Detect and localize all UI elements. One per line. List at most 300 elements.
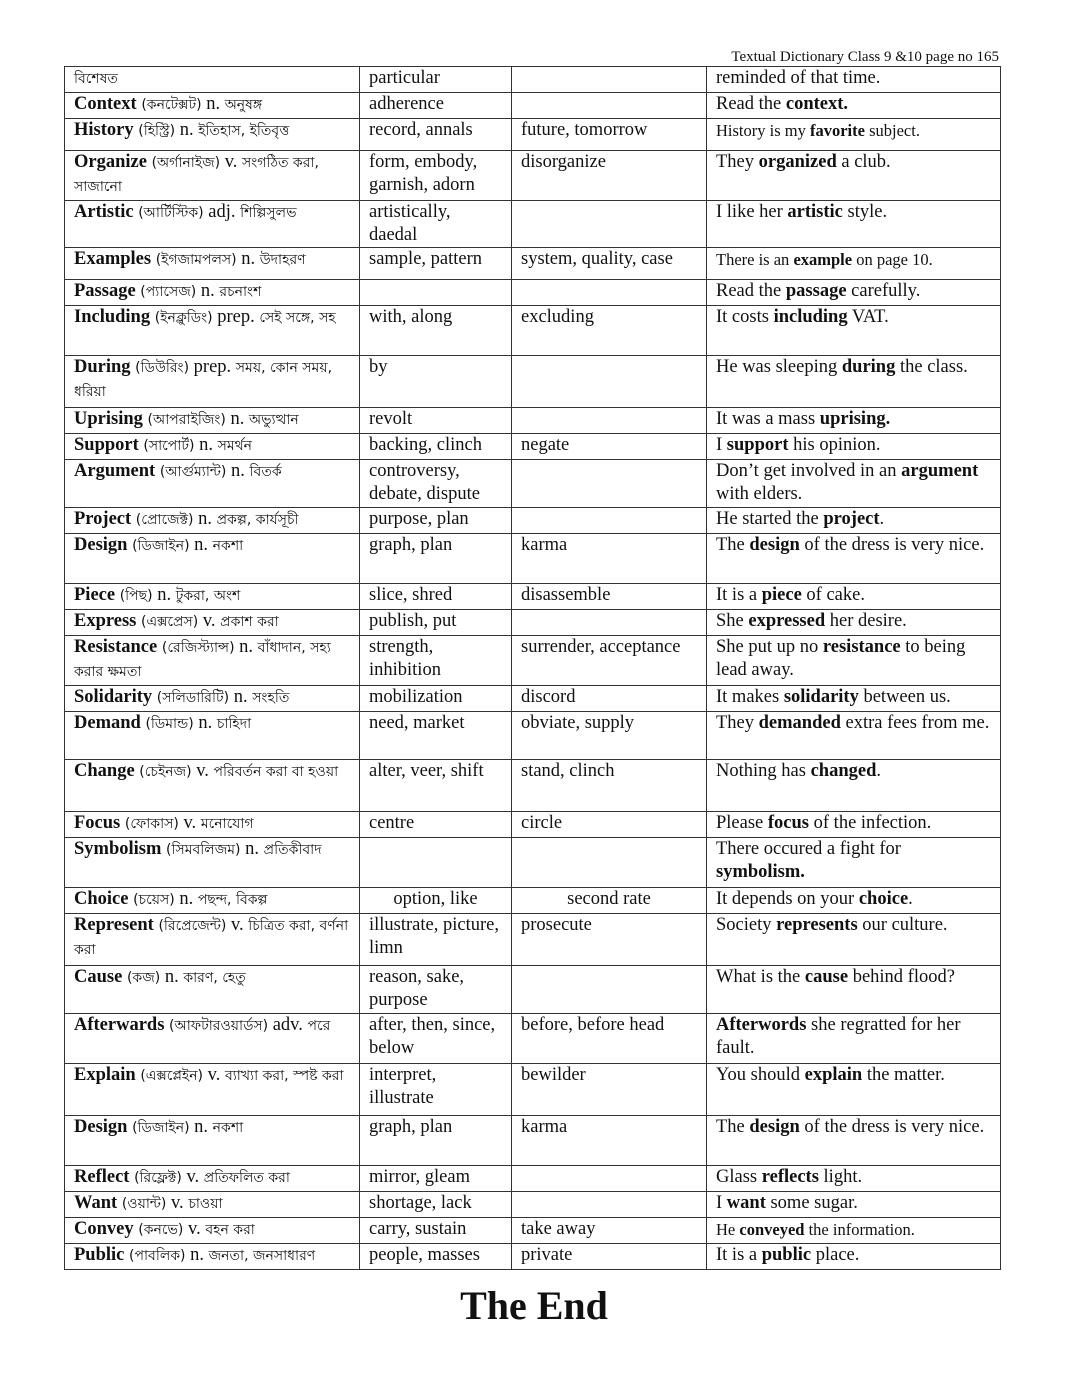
synonyms: slice, shred — [369, 585, 453, 605]
headword: Reflect — [74, 1167, 130, 1187]
sentence-cell — [707, 119, 1001, 151]
part-of-speech: n. — [190, 1245, 205, 1265]
bangla-pronunciation: (রেজিস্ট্যান্স) — [161, 640, 235, 656]
sentence-cell — [707, 248, 1001, 280]
word-cell — [65, 712, 360, 760]
sentence-keyword: project — [823, 509, 880, 529]
table-row — [65, 914, 1001, 966]
word-cell — [65, 1244, 360, 1270]
synonyms-cell — [360, 584, 512, 610]
antonyms-cell — [512, 1064, 707, 1116]
sentence-cell — [707, 508, 1001, 534]
antonyms: karma — [521, 535, 568, 555]
synonyms-cell — [360, 119, 512, 151]
bangla-pronunciation: (আর্গুম্যান্ট) — [159, 464, 227, 480]
bangla-pronunciation: (এক্সপ্লেইন) — [140, 1068, 204, 1084]
sentence-text: reminded of that time. — [716, 68, 881, 88]
sentence-text: our culture. — [857, 915, 948, 935]
antonyms-cell — [512, 914, 707, 966]
bangla-meaning: সংগঠিত করা, সাজানো — [74, 155, 319, 195]
sentence-keyword: public — [761, 1245, 812, 1265]
antonyms: private — [521, 1245, 573, 1265]
sentence-text: It was a mass — [716, 409, 820, 429]
bangla-meaning: প্রকল্প, কার্যসূচী — [216, 512, 299, 528]
part-of-speech: v. — [188, 1219, 201, 1239]
table-row — [65, 610, 1001, 636]
sentence-text: There is an — [716, 250, 794, 269]
word-cell — [65, 248, 360, 280]
bangla-meaning: নকশা — [212, 538, 244, 554]
synonyms: alter, veer, shift — [369, 761, 484, 781]
bangla-pronunciation: (হিস্ট্রি) — [138, 123, 176, 139]
antonyms-cell — [512, 966, 707, 1014]
synonyms-cell — [360, 356, 512, 408]
bangla-meaning: অনুষঙ্গ — [224, 97, 263, 113]
sentence-cell — [707, 534, 1001, 584]
synonyms: need, market — [369, 713, 465, 733]
synonyms-cell — [360, 434, 512, 460]
synonyms-cell — [360, 1014, 512, 1064]
sentence-text: Please — [716, 813, 768, 833]
bangla-pronunciation: (অর্গানাইজ) — [151, 155, 221, 171]
bangla-pronunciation: (পিছ) — [119, 588, 153, 604]
antonyms-cell — [512, 93, 707, 119]
table-row — [65, 67, 1001, 93]
headword: Design — [74, 1117, 128, 1137]
bangla-pronunciation: (আফটারওয়ার্ডস) — [169, 1018, 269, 1034]
bangla-meaning: প্রতিকীবাদ — [263, 842, 322, 858]
synonyms: carry, sustain — [369, 1219, 467, 1239]
headword: Public — [74, 1245, 125, 1265]
sentence-keyword: conveyed — [739, 1220, 805, 1239]
table-row — [65, 508, 1001, 534]
synonyms-cell — [360, 636, 512, 686]
headword: Afterwards — [74, 1015, 165, 1035]
word-cell — [65, 686, 360, 712]
table-row — [65, 408, 1001, 434]
bangla-meaning: সংহতি — [252, 690, 290, 706]
sentence-text: He was sleeping — [716, 357, 842, 377]
sentence-text: VAT. — [847, 307, 889, 327]
synonyms-cell — [360, 248, 512, 280]
sentence-text: with elders. — [716, 484, 803, 504]
word-cell — [65, 201, 360, 248]
bangla-meaning: টুকরা, অংশ — [175, 588, 241, 604]
synonyms: shortage, lack — [369, 1193, 472, 1213]
sentence-keyword: cause — [804, 967, 849, 987]
headword: Change — [74, 761, 135, 781]
dictionary-table — [64, 66, 1001, 1270]
bangla-pronunciation: (রিপ্রেজেন্ট) — [158, 918, 227, 934]
synonyms: adherence — [369, 94, 444, 114]
headword: Explain — [74, 1065, 136, 1085]
sentence-cell — [707, 1166, 1001, 1192]
sentence-keyword: demanded — [758, 713, 841, 733]
sentence-text: Glass — [716, 1167, 762, 1187]
bangla-meaning: চিত্রিত করা, বর্ণনা করা — [74, 918, 349, 958]
synonyms-cell — [360, 201, 512, 248]
synonyms: record, annals — [369, 120, 473, 140]
sentence-text: style. — [842, 202, 888, 222]
bangla-pronunciation: (সাপোর্ট) — [143, 438, 195, 454]
bangla-meaning: পরিবর্তন করা বা হওয়া — [213, 764, 339, 780]
antonyms-cell — [512, 888, 707, 914]
part-of-speech: v. — [202, 611, 216, 631]
sentence-keyword: piece — [761, 585, 802, 605]
bangla-meaning: নকশা — [212, 1120, 244, 1136]
part-of-speech: n. — [198, 509, 213, 529]
table-row — [65, 119, 1001, 151]
bangla-pronunciation: (পাবলিক) — [129, 1248, 186, 1264]
table-row — [65, 888, 1001, 914]
antonyms: obviate, supply — [521, 713, 635, 733]
antonyms-cell — [512, 1014, 707, 1064]
sentence-keyword: represents — [776, 915, 858, 935]
sentence-cell — [707, 686, 1001, 712]
synonyms-cell — [360, 760, 512, 812]
part-of-speech: prep. — [193, 357, 232, 377]
sentence-text: she regratted for her fault. — [716, 1015, 961, 1058]
sentence-text: behind flood? — [848, 967, 955, 987]
word-cell — [65, 93, 360, 119]
part-of-speech: n. — [206, 94, 221, 114]
bangla-pronunciation: (ইনক্লুডিং) — [154, 310, 213, 326]
sentence-text: of cake. — [801, 585, 865, 605]
synonyms-cell — [360, 888, 512, 914]
antonyms-cell — [512, 838, 707, 888]
sentence-keyword: passage — [785, 281, 847, 301]
headword: Symbolism — [74, 839, 162, 859]
word-cell — [65, 1116, 360, 1166]
table-row — [65, 1014, 1001, 1064]
synonyms-cell — [360, 712, 512, 760]
table-row — [65, 686, 1001, 712]
headword: Choice — [74, 889, 129, 909]
synonyms: mobilization — [369, 687, 463, 707]
headword: Including — [74, 307, 151, 327]
synonyms: graph, plan — [369, 535, 453, 555]
table-row — [65, 1166, 1001, 1192]
sentence-keyword: example — [793, 250, 853, 269]
word-cell — [65, 1218, 360, 1244]
sentence-text: There occured a fight for — [716, 839, 901, 859]
synonyms: illustrate, picture, limn — [369, 915, 499, 958]
headword: Solidarity — [74, 687, 153, 707]
antonyms-cell — [512, 408, 707, 434]
bangla-meaning: চাহিদা — [216, 716, 252, 732]
sentence-keyword: expressed — [748, 611, 826, 631]
antonyms-cell — [512, 1116, 707, 1166]
table-row — [65, 460, 1001, 508]
bangla-meaning: উদাহরণ — [259, 252, 306, 268]
antonyms-cell — [512, 151, 707, 201]
synonyms-cell — [360, 280, 512, 306]
synonyms-cell — [360, 838, 512, 888]
synonyms-cell — [360, 1192, 512, 1218]
the-end-title: The End — [460, 1283, 608, 1328]
synonyms: revolt — [369, 409, 413, 429]
headword: Examples — [74, 249, 152, 269]
part-of-speech: adv. — [272, 1015, 303, 1035]
sentence-keyword: Afterwords — [716, 1015, 807, 1035]
part-of-speech: n. — [157, 585, 172, 605]
sentence-cell — [707, 888, 1001, 914]
table-row — [65, 93, 1001, 119]
sentence-text: her desire. — [825, 611, 907, 631]
antonyms: stand, clinch — [521, 761, 615, 781]
table-row — [65, 838, 1001, 888]
synonyms-cell — [360, 93, 512, 119]
sentence-text: of the dress is very nice. — [799, 535, 985, 555]
part-of-speech: n. — [194, 1117, 209, 1137]
sentence-text: . — [879, 509, 885, 529]
part-of-speech: n. — [241, 249, 256, 269]
antonyms-cell — [512, 356, 707, 408]
bangla-pronunciation: (ফোকাস) — [124, 816, 179, 832]
sentence-text: light. — [818, 1167, 863, 1187]
table-row — [65, 306, 1001, 356]
antonyms: prosecute — [521, 915, 592, 935]
sentence-text: . — [876, 761, 881, 781]
synonyms: reason, sake, purpose — [369, 967, 465, 1010]
antonyms-cell — [512, 434, 707, 460]
table-row — [65, 534, 1001, 584]
dictionary-body — [65, 67, 1001, 1270]
bangla-meaning: বিশেষত — [74, 71, 118, 87]
sentence-keyword: design — [749, 1117, 800, 1137]
headword: Express — [74, 611, 137, 631]
bangla-meaning: সেই সঙ্গে, সহ — [259, 310, 336, 326]
headword: Uprising — [74, 409, 143, 429]
word-cell — [65, 1064, 360, 1116]
bangla-pronunciation: (এক্সপ্রেস) — [141, 614, 199, 630]
headword: Cause — [74, 967, 123, 987]
headword: Organize — [74, 152, 147, 172]
table-row — [65, 1218, 1001, 1244]
sentence-cell — [707, 408, 1001, 434]
sentence-cell — [707, 434, 1001, 460]
synonyms-cell — [360, 610, 512, 636]
antonyms: circle — [521, 813, 563, 833]
antonyms-cell — [512, 610, 707, 636]
headword: Represent — [74, 915, 154, 935]
bangla-pronunciation: (ওয়ান্ট) — [121, 1196, 167, 1212]
sentence-cell — [707, 460, 1001, 508]
antonyms: second rate — [567, 889, 651, 909]
antonyms-cell — [512, 248, 707, 280]
sentence-keyword: favorite — [809, 121, 865, 140]
headword: Design — [74, 535, 128, 555]
sentence-text: Read the — [716, 281, 786, 301]
table-row — [65, 434, 1001, 460]
word-cell — [65, 508, 360, 534]
word-cell — [65, 434, 360, 460]
antonyms-cell — [512, 1218, 707, 1244]
word-cell — [65, 966, 360, 1014]
bangla-pronunciation: (আপরাইজিং) — [147, 412, 226, 428]
sentence-cell — [707, 838, 1001, 888]
synonyms-cell — [360, 408, 512, 434]
sentence-text: You should — [716, 1065, 805, 1085]
bangla-meaning: চাওয়া — [188, 1196, 223, 1212]
sentence-cell — [707, 584, 1001, 610]
word-cell — [65, 1166, 360, 1192]
word-cell — [65, 888, 360, 914]
antonyms: disassemble — [521, 585, 611, 605]
sentence-cell — [707, 760, 1001, 812]
synonyms-cell — [360, 1218, 512, 1244]
antonyms-cell — [512, 686, 707, 712]
sentence-text: some sugar. — [765, 1193, 858, 1213]
part-of-speech: n. — [179, 120, 194, 140]
antonyms-cell — [512, 280, 707, 306]
sentence-text: Don’t get involved in an — [716, 461, 902, 481]
sentence-keyword: context. — [785, 94, 849, 114]
antonyms: excluding — [521, 307, 594, 327]
bangla-meaning: মনোযোগ — [200, 816, 254, 832]
bangla-meaning: পছন্দ, বিকল্প — [197, 892, 268, 908]
sentence-text: the matter. — [862, 1065, 945, 1085]
sentence-text: History is my — [716, 121, 810, 140]
sentence-text: place. — [811, 1245, 860, 1265]
sentence-text: carefully. — [846, 281, 921, 301]
headword: Support — [74, 435, 139, 455]
sentence-text: the class. — [895, 357, 968, 377]
sentence-cell — [707, 151, 1001, 201]
sentence-text: They — [716, 152, 759, 172]
synonyms-cell — [360, 151, 512, 201]
antonyms: disorganize — [521, 152, 606, 172]
antonyms: future, tomorrow — [521, 120, 648, 140]
antonyms: surrender, acceptance — [521, 637, 681, 657]
sentence-text: It makes — [716, 687, 784, 707]
part-of-speech: n. — [233, 687, 248, 707]
synonyms: centre — [369, 813, 415, 833]
sentence-text: He — [716, 1220, 740, 1239]
bangla-pronunciation: (কনটেক্সট) — [141, 97, 202, 113]
bangla-meaning: সমর্থন — [217, 438, 253, 454]
antonyms: karma — [521, 1117, 568, 1137]
headword: Convey — [74, 1219, 134, 1239]
word-cell — [65, 408, 360, 434]
bangla-pronunciation: (ইগজামপলস) — [155, 252, 237, 268]
sentence-text: She put up no — [716, 637, 823, 657]
antonyms: before, before head — [521, 1015, 665, 1035]
synonyms: people, masses — [369, 1245, 480, 1265]
table-row — [65, 584, 1001, 610]
part-of-speech: n. — [199, 435, 213, 455]
antonyms-cell — [512, 119, 707, 151]
bangla-meaning: কারণ, হেতু — [183, 970, 246, 986]
sentence-text: on page 10. — [852, 250, 933, 269]
bangla-pronunciation: (চেইনজ) — [139, 764, 192, 780]
synonyms: interpret, illustrate — [369, 1065, 437, 1108]
sentence-keyword: choice — [858, 889, 909, 909]
antonyms-cell — [512, 460, 707, 508]
antonyms-cell — [512, 201, 707, 248]
word-cell — [65, 1192, 360, 1218]
sentence-text: a club. — [836, 152, 891, 172]
synonyms-cell — [360, 686, 512, 712]
table-row — [65, 712, 1001, 760]
part-of-speech: n. — [239, 637, 254, 657]
bangla-pronunciation: (চয়েস) — [133, 892, 175, 908]
synonyms: form, embody, garnish, adorn — [369, 152, 478, 195]
headword: Passage — [74, 281, 136, 301]
sentence-cell — [707, 914, 1001, 966]
sentence-text: the information. — [804, 1220, 915, 1239]
synonyms-cell — [360, 306, 512, 356]
sentence-text: It is a — [716, 1245, 762, 1265]
antonyms-cell — [512, 584, 707, 610]
bangla-meaning: সময়, কোন সময়, ধরিয়া — [74, 360, 333, 400]
sentence-cell — [707, 1116, 1001, 1166]
synonyms: backing, clinch — [369, 435, 483, 455]
synonyms: mirror, gleam — [369, 1167, 470, 1187]
antonyms-cell — [512, 508, 707, 534]
bangla-meaning: বিতর্ক — [249, 464, 282, 480]
antonyms: bewilder — [521, 1065, 586, 1085]
headword: History — [74, 120, 134, 140]
word-cell — [65, 838, 360, 888]
part-of-speech: n. — [245, 839, 259, 859]
antonyms-cell — [512, 534, 707, 584]
sentence-cell — [707, 356, 1001, 408]
antonyms: discord — [521, 687, 576, 707]
headword: Resistance — [74, 637, 158, 657]
part-of-speech: v. — [224, 152, 238, 172]
sentence-text: Read the — [716, 94, 786, 114]
synonyms-cell — [360, 812, 512, 838]
sentence-text: It is a — [716, 585, 762, 605]
synonyms: controversy, debate, dispute — [369, 461, 480, 504]
sentence-text: The — [716, 535, 750, 555]
bangla-pronunciation: (আর্টিস্টিক) — [138, 205, 204, 221]
sentence-keyword: explain — [804, 1065, 863, 1085]
antonyms-cell — [512, 760, 707, 812]
sentence-text: . — [908, 889, 913, 909]
sentence-text: I like her — [716, 202, 788, 222]
synonyms: option, like — [393, 889, 478, 909]
synonyms: particular — [369, 68, 440, 88]
bangla-pronunciation: (প্যাসেজ) — [140, 284, 197, 300]
bangla-pronunciation: (সিমবলিজম) — [166, 842, 241, 858]
synonyms: with, along — [369, 307, 453, 327]
bangla-pronunciation: (প্রোজেক্ট) — [135, 512, 194, 528]
bangla-pronunciation: (ডিজাইন) — [132, 1120, 190, 1136]
part-of-speech: v. — [196, 761, 209, 781]
word-cell — [65, 584, 360, 610]
synonyms: graph, plan — [369, 1117, 453, 1137]
synonyms-cell — [360, 914, 512, 966]
bangla-pronunciation: (ডিমান্ড) — [145, 716, 194, 732]
bangla-meaning: ইতিহাস, ইতিবৃত্ত — [198, 123, 290, 139]
antonyms-cell — [512, 1192, 707, 1218]
sentence-keyword: support — [726, 435, 789, 455]
word-cell — [65, 1014, 360, 1064]
sentence-keyword: changed — [810, 761, 877, 781]
word-cell — [65, 356, 360, 408]
part-of-speech: v. — [230, 915, 244, 935]
synonyms: artistically, daedal — [369, 202, 451, 245]
sentence-text: It depends on your — [716, 889, 859, 909]
part-of-speech: n. — [231, 461, 245, 481]
word-cell — [65, 636, 360, 686]
table-row — [65, 966, 1001, 1014]
bangla-pronunciation: (ডিউরিং) — [135, 360, 190, 376]
synonyms-cell — [360, 1064, 512, 1116]
sentence-text: I — [716, 435, 727, 455]
